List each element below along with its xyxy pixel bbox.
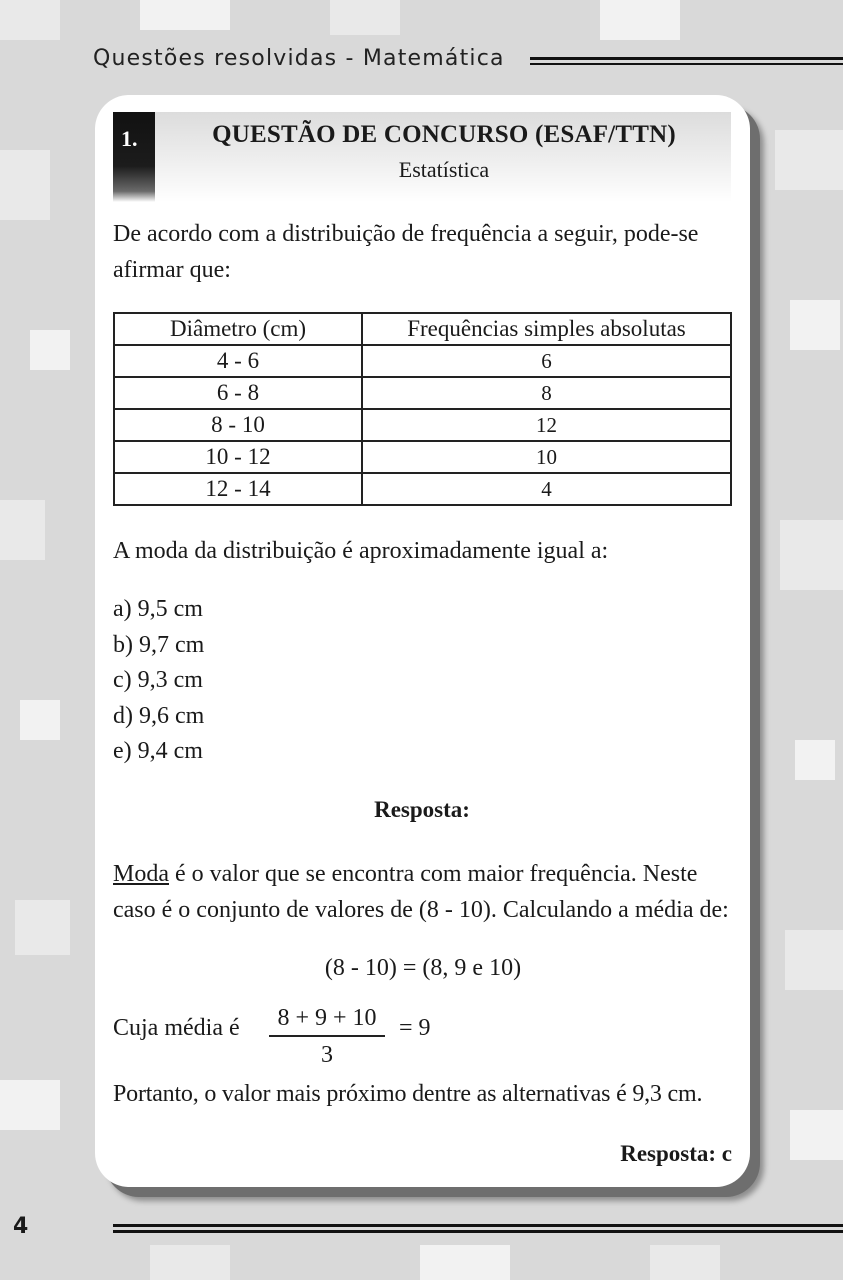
fraction-denominator: 3: [321, 1042, 333, 1068]
column-header-diameter: Diâmetro (cm): [114, 313, 362, 345]
frequency-cell: 4: [362, 473, 731, 505]
running-head: Questões resolvidas - Matemática: [93, 46, 505, 71]
fraction-bar: [269, 1035, 385, 1037]
answer-equation: (8 - 10) = (8, 9 e 10): [324, 955, 522, 981]
answer-explanation-text: é o valor que se encontra com maior frequência. Neste caso é o conjunto de valores de (8 - 10). Calculando a média de:: [113, 861, 729, 923]
column-header-frequency: Frequências simples absolutas: [362, 313, 731, 345]
mean-fraction: [269, 1003, 385, 1069]
table-row: [114, 473, 731, 505]
frequency-cell: 10: [362, 441, 731, 473]
table-row: [114, 345, 731, 377]
diameter-cell: 12 - 14: [114, 473, 362, 505]
table-row: [114, 409, 731, 441]
question-number: 1.: [121, 126, 138, 151]
answer-term: Moda: [113, 861, 169, 887]
table-header-row: [114, 313, 731, 345]
option-a: a) 9,5 cm: [113, 596, 203, 622]
frequency-cell: 8: [362, 377, 731, 409]
page-number: 4: [13, 1214, 29, 1239]
option-d: d) 9,6 cm: [113, 702, 205, 729]
answer-options: [113, 592, 204, 770]
diameter-cell: 4 - 6: [114, 345, 362, 377]
question-prompt: A moda da distribuição é aproximadamente igual a:: [113, 538, 609, 564]
table-row: [114, 377, 731, 409]
frequency-cell: 6: [362, 345, 731, 377]
fraction-numerator: 8 + 9 + 10: [277, 1005, 377, 1031]
answer-explanation: [113, 856, 733, 928]
footer-rule: [113, 1224, 843, 1234]
option-c: c) 9,3 cm: [113, 667, 203, 693]
answer-conclusion: Portanto, o valor mais próximo dentre as alternativas é 9,3 cm.: [113, 1081, 703, 1107]
frequency-table: [113, 312, 732, 506]
option-b: b) 9,7 cm: [113, 631, 205, 658]
option-e: e) 9,4 cm: [113, 738, 203, 764]
question-subject: Estatística: [398, 157, 490, 182]
header-rule: [530, 57, 843, 66]
final-answer: Resposta: c: [620, 1141, 732, 1166]
question-title: QUESTÃO DE CONCURSO (ESAF/TTN): [212, 121, 676, 148]
answer-heading: Resposta:: [374, 797, 470, 822]
table-row: [114, 441, 731, 473]
question-number-tab: [113, 112, 155, 202]
frequency-cell: 12: [362, 409, 731, 441]
fraction-result: = 9: [399, 1015, 431, 1041]
diameter-cell: 6 - 8: [114, 377, 362, 409]
diameter-cell: 8 - 10: [114, 409, 362, 441]
mean-label: Cuja média é: [113, 1015, 240, 1041]
diameter-cell: 10 - 12: [114, 441, 362, 473]
question-intro: De acordo com a distribuição de frequência a seguir, pode-se afirmar que:: [113, 221, 699, 283]
